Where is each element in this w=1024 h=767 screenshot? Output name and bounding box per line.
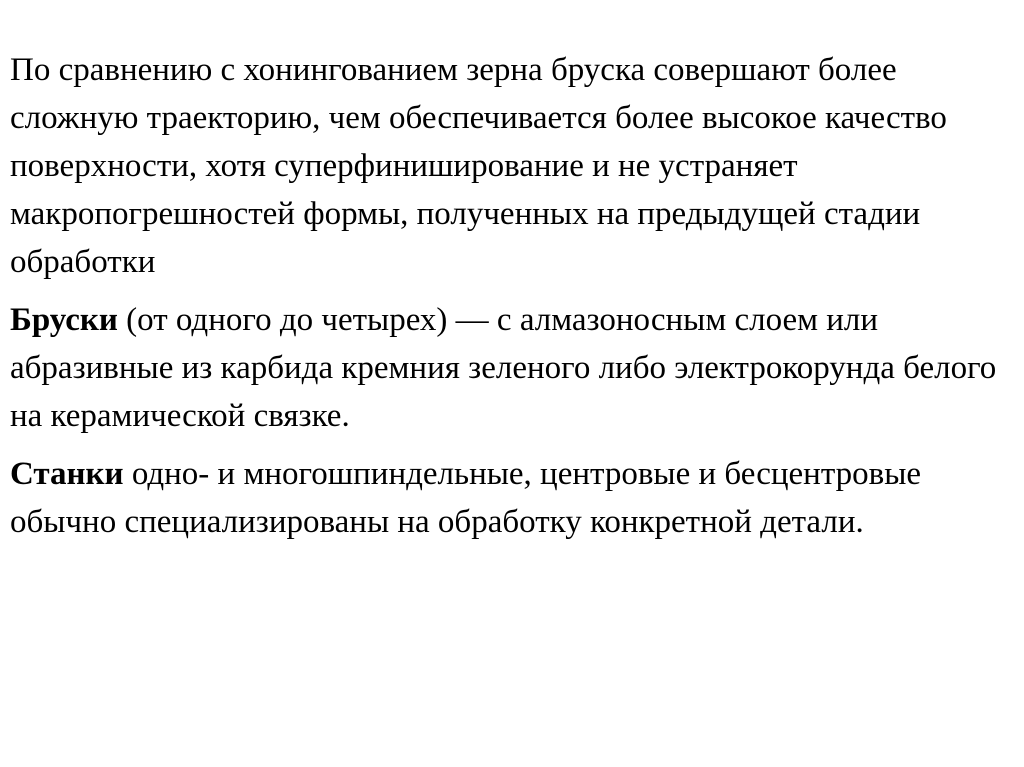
term-bars: Бруски [10,302,118,338]
paragraph-3-text: одно- и многошпиндельные, центровые и бесцентровые обычно специализированы на обработку конкретной детали. [10,456,922,540]
paragraph-superfinishing-comparison [10,46,1004,286]
paragraph-2-text: (от одного до четырех) — с алмазоносным слоем или абразивные из карбида кремния зеленого либо электрокорунда белого на керамической связке. [10,302,997,434]
term-machines: Станки [10,456,124,492]
paragraph-1-text: По сравнению с хонингованием зерна бруска совершают более сложную траекторию, чем обеспечивается более высокое качество поверхности, хотя суперфиниширование и не устраняет макропогрешностей формы, полученных на предыдущей стадии обработки [10,52,947,280]
paragraph-machines [10,450,1004,546]
paragraph-bars [10,296,1004,440]
